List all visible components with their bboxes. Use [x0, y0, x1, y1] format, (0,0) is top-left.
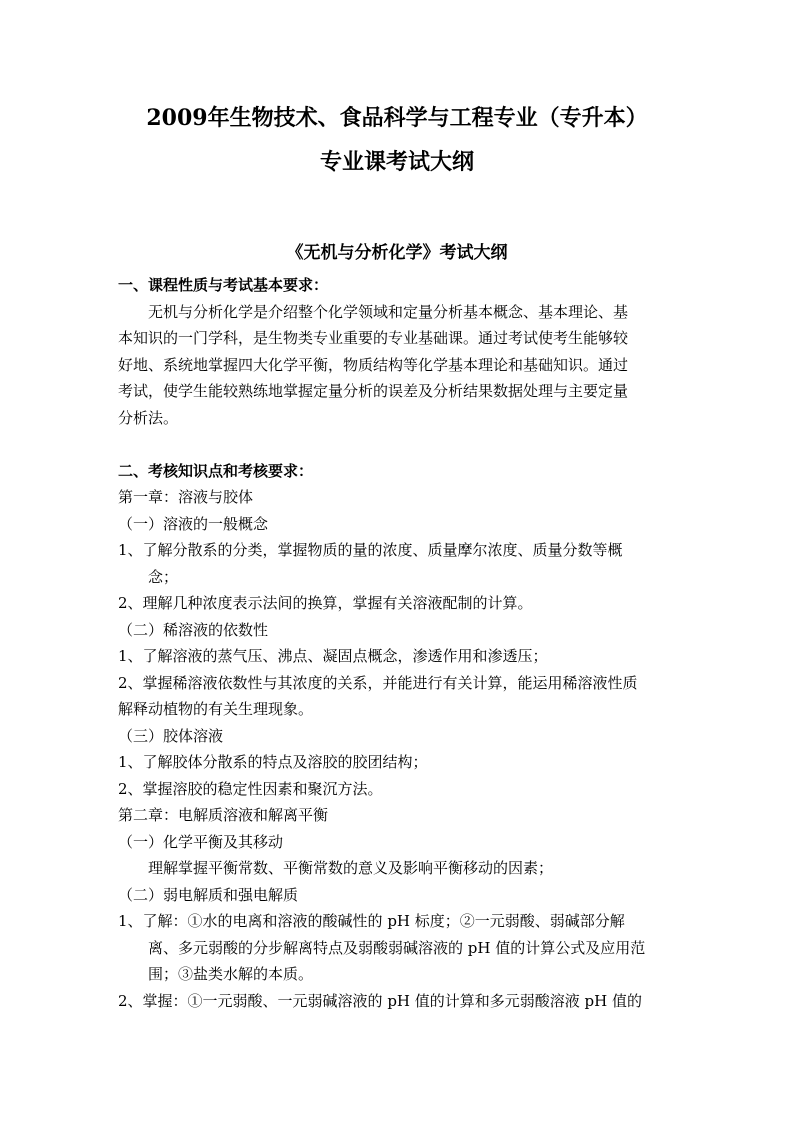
subsection-heading: （三）胶体溶液 — [118, 726, 224, 745]
list-item-continuation: 围；③盐类水解的本质。 — [148, 965, 314, 983]
list-item-continuation: 解释动植物的有关生理现象。 — [118, 700, 314, 718]
list-item: 1、了解：①水的电离和溶液的酸碱性的 pH 标度；②一元弱酸、弱碱部分解 — [118, 912, 625, 930]
subsection-text: 理解掌握平衡常数、平衡常数的意义及影响平衡移动的因素； — [148, 859, 554, 877]
list-item: 2、掌握溶胶的稳定性因素和聚沉方法。 — [118, 779, 383, 798]
list-item: 2、掌握稀溶液依数性与其浓度的关系，并能进行有关计算，能运用稀溶液性质 — [118, 673, 638, 692]
section-heading-2: 二、考核知识点和考核要求： — [118, 461, 314, 480]
subsection-heading: （二）弱电解质和强电解质 — [118, 885, 299, 904]
chapter-title: 第一章：溶液与胶体 — [118, 488, 254, 506]
subsection-heading: （一）溶液的一般概念 — [118, 514, 269, 533]
list-item: 1、了解分散系的分类，掌握物质的量的浓度、质量摩尔浓度、质量分数等概 — [118, 541, 623, 559]
section-heading-1: 一、课程性质与考试基本要求： — [118, 276, 329, 294]
paragraph-line: 无机与分析化学是介绍整个化学领域和定量分析基本概念、基本理论、基 — [148, 302, 629, 321]
paragraph-line: 本知识的一门学科，是生物类专业重要的专业基础课。通过考试使考生能够较 — [118, 329, 629, 347]
document-title: 2009年生物技术、食品科学与工程专业（专升本） — [146, 105, 648, 131]
list-item: 1、了解胶体分散系的特点及溶胶的胶团结构； — [118, 753, 428, 771]
list-item: 1、了解溶液的蒸气压、沸点、凝固点概念，渗透作用和渗透压； — [118, 647, 548, 665]
list-item: 2、理解几种浓度表示法间的换算，掌握有关溶液配制的计算。 — [118, 594, 533, 612]
subsection-heading: （二）稀溶液的依数性 — [118, 620, 269, 639]
chapter-title: 第二章：电解质溶液和解离平衡 — [118, 806, 329, 824]
list-item: 2、掌握：①一元弱酸、一元弱碱溶液的 pH 值的计算和多元弱酸溶液 pH 值的 — [118, 991, 642, 1010]
subsection-heading: （一）化学平衡及其移动 — [118, 832, 284, 851]
blank-line — [118, 431, 678, 458]
paragraph-line: 分析法。 — [118, 408, 179, 427]
syllabus-subtitle: 《无机与分析化学》考试大纲 — [286, 243, 508, 263]
paragraph-line: 考试，使学生能较熟练地掌握定量分析的误差及分析结果数据处理与主要定量 — [118, 382, 629, 400]
paragraph-line: 好地、系统地掌握四大化学平衡，物质结构等化学基本理论和基础知识。通过 — [118, 355, 629, 374]
list-item-continuation: 念； — [148, 567, 179, 586]
list-item-continuation: 离、多元弱酸的分步解离特点及弱酸弱碱溶液的 pH 值的计算公式及应用范 — [148, 938, 646, 957]
document-body — [118, 272, 678, 1014]
document-title-line2: 专业课考试大纲 — [319, 149, 474, 175]
